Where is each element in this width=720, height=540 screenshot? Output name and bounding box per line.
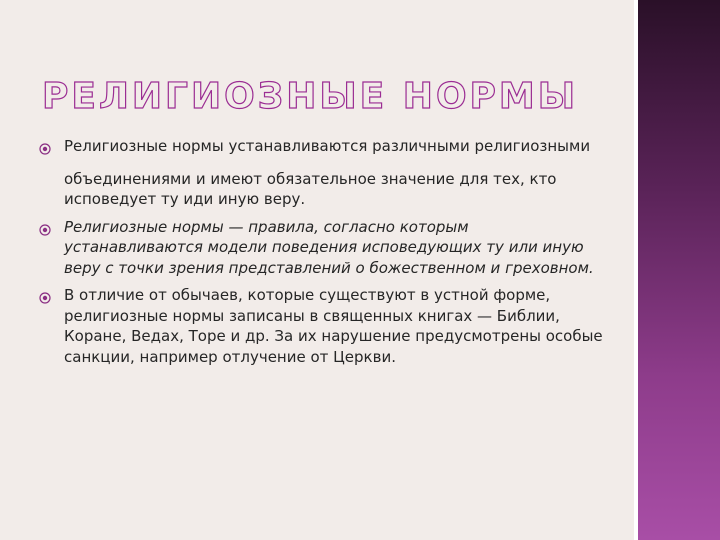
bullet-item-1 xyxy=(36,136,608,210)
decorative-side-panel xyxy=(638,0,720,540)
circle-target-icon xyxy=(39,289,51,301)
bullet-2-text: Религиозные нормы — правила, согласно которым устанавливаются модели поведения исповедующих ту или иную веру с точки зрения представлений о божественном и греховном. xyxy=(64,217,594,277)
bullet-1-rest: объединениями и имеют обязательное значение для тех, кто исповедует ту иди иную веру. xyxy=(64,169,557,208)
bullet-item-2 xyxy=(36,217,608,279)
slide-title: РЕЛИГИОЗНЫЕ НОРМЫ xyxy=(42,76,579,117)
bullet-item-3 xyxy=(36,285,608,367)
circle-target-icon xyxy=(39,140,51,152)
bullet-list xyxy=(36,136,608,374)
circle-target-icon xyxy=(39,221,51,233)
bullet-1-first-line: Религиозные нормы устанавливаются различными религиозными xyxy=(64,137,591,155)
bullet-3-text: В отличие от обычаев, которые существуют в устной форме, религиозные нормы записаны в священных книгах — Библии, Коране, Ведах, Торе и др. За их нарушение предусмотрены особые санкции, например отлучение от Церкви. xyxy=(64,286,603,366)
